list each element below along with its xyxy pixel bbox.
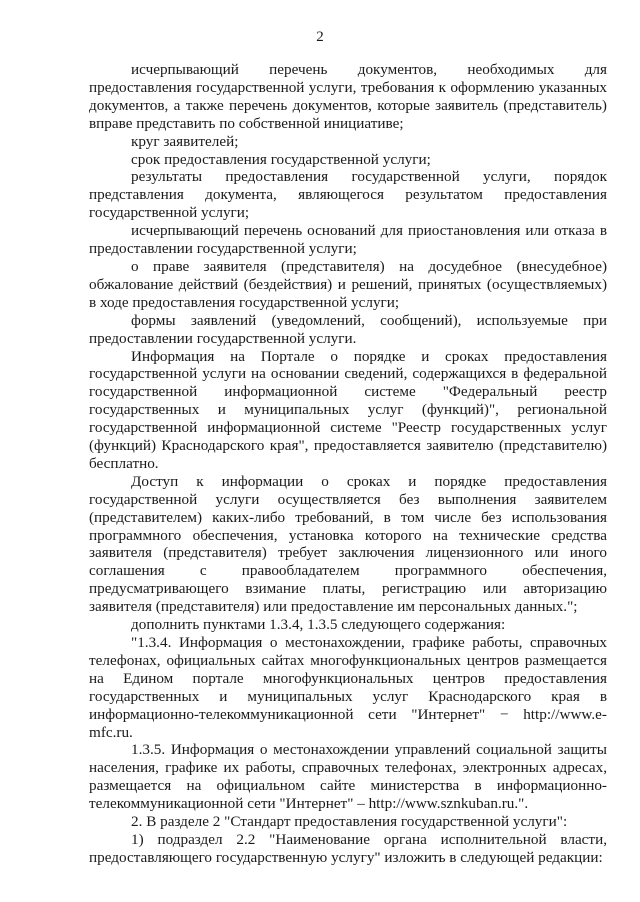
paragraph: круг заявителей;	[131, 132, 239, 150]
page-number: 2	[316, 29, 324, 45]
paragraph: Информация на Портале о порядке и сроках предоставления государственной услуги на основании сведений, содержащихся в федеральной государственной информационной системе "Федеральный реестр государственных и муниципальных услуг (функций)", региональной государственной информационной системе "Реестр государственных услуг (функций) Краснодарского края", предоставляется заявителю (представителю) бесплатно.	[89, 347, 607, 472]
paragraph: дополнить пунктами 1.3.4, 1.3.5 следующего содержания:	[131, 616, 506, 634]
paragraph: результаты предоставления государственной услуги, порядок представления документа, являющегося результатом предоставления государственной услуги;	[89, 168, 607, 222]
paragraph: срок предоставления государственной услуги;	[131, 150, 431, 168]
paragraph: 1.3.5. Информация о местонахождении управлений социальной защиты населения, графике их работы, справочных телефонах, электронных адресах, размещается на официальном сайте министерства в информационно-телекоммуникационной сети "Интернет" – http://www.sznkuban.ru.".	[89, 741, 607, 813]
paragraph: исчерпывающий перечень документов, необходимых для предоставления государственной услуги, требования к оформлению указанных документов, а также перечень документов, которые заявитель (представитель) вправе представить по собственной инициативе;	[89, 61, 607, 132]
paragraph: формы заявлений (уведомлений, сообщений), используемые при предоставлении государственной услуги.	[89, 311, 607, 347]
paragraph: 1) подраздел 2.2 "Наименование органа исполнительной власти, предоставляющего государственную услугу" изложить в следующей редакции:	[89, 830, 607, 866]
document-body	[89, 61, 607, 867]
paragraph: "1.3.4. Информация о местонахождении, графике работы, справочных телефонах, официальных сайтах многофункциональных центров размещается на Едином портале многофункциональных центров предоставления государственных и муниципальных услуг Краснодарского края в информационно-телекоммуникационной сети "Интернет" − http://www.e-mfc.ru.	[89, 634, 607, 741]
paragraph: 2. В разделе 2 "Стандарт предоставления государственной услуги":	[131, 813, 568, 831]
paragraph: Доступ к информации о сроках и порядке предоставления государственной услуги осуществляется без выполнения заявителем (представителем) каких-либо требований, в том числе без использования программного обеспечения, установка которого на технические средства заявителя (представителя) требует заключения лицензионного или иного соглашения с правообладателем программного обеспечения, предусматривающего взимание платы, регистрацию или авторизацию заявителя (представителя) или предоставление им персональных данных.";	[89, 472, 607, 616]
paragraph: о праве заявителя (представителя) на досудебное (внесудебное) обжалование действий (бездействия) и решений, принятых (осуществляемых) в ходе предоставления государственной услуги;	[89, 257, 607, 311]
paragraph: исчерпывающий перечень оснований для приостановления или отказа в предоставлении государственной услуги;	[89, 222, 607, 258]
